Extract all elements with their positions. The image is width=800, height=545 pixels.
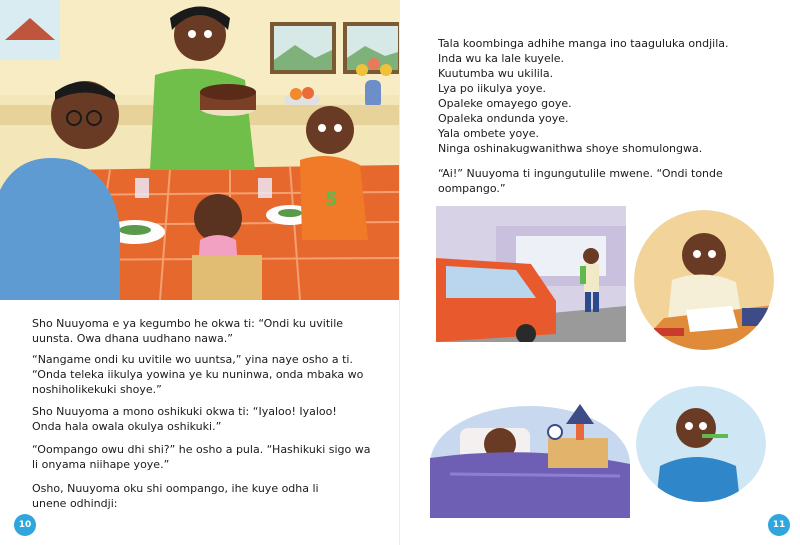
rule-item: Kuutumba wu ukilila.	[438, 67, 554, 80]
text-line: “Nangame ondi ku uvitile wo uuntsa,” yina naye osho a ti.	[32, 353, 353, 366]
right-page	[400, 0, 800, 545]
brushing-teeth-illustration	[636, 386, 766, 502]
rule-item: Opaleke omayego goye.	[438, 97, 572, 110]
svg-text:5: 5	[325, 189, 338, 210]
text-line: “Ai!” Nuuyoma ti ingungutulile mwene. “Ondi tonde	[438, 167, 723, 180]
text-line: oompango.”	[438, 182, 506, 195]
text-line: Sho Nuuyoma e ya kegumbo he okwa ti: “Ondi ku uvitile	[32, 317, 344, 330]
homework-illustration	[634, 210, 774, 350]
rule-item: Inda wu ka lale kuyele.	[438, 52, 565, 65]
text-line: Sho Nuuyoma a mono oshikuki okwa ti: “Iyaloo! Iyaloo!	[32, 405, 337, 418]
text-line: noshiholikekuki shoye.”	[32, 383, 162, 396]
text-line: unene odhindji:	[32, 497, 118, 510]
text-line: Onda hala owala okulya oshikuki.”	[32, 420, 222, 433]
text-line: uunsta. Owa dhana uudhano nawa.”	[32, 332, 233, 345]
text-line: “Onda teleka iikulya yowina ye ku nuninwa, onda mbaka wo	[32, 368, 364, 381]
quote-paragraph	[438, 166, 723, 196]
rule-item: Lya po iikulya yoye.	[438, 82, 547, 95]
text-line: Osho, Nuuyoma oku shi oompango, ihe kuye odha li	[32, 482, 319, 495]
rule-item: Tala koombinga adhihe manga ino taaguluka ondjila.	[438, 37, 729, 50]
rule-item: Opaleka ondunda yoye.	[438, 112, 569, 125]
paragraph-5	[32, 481, 319, 511]
text-line: li onyama niihape yoye.”	[32, 458, 170, 471]
page-number-right: 11	[768, 514, 790, 536]
rule-item: Yala ombete yoye.	[438, 127, 540, 140]
text-line: “Oompango owu dhi shi?” he osho a pula. “Hashikuki sigo wa	[32, 443, 371, 456]
rule-item: Ninga oshinakugwanithwa shoye shomulongwa.	[438, 142, 703, 155]
paragraph-3	[32, 404, 337, 434]
family-dinner-illustration	[0, 0, 400, 300]
page-number-left: 10	[14, 514, 36, 536]
paragraph-1	[32, 316, 343, 346]
paragraph-4	[32, 442, 370, 472]
bedtime-illustration	[430, 394, 630, 518]
rules-list	[438, 36, 729, 156]
street-crossing-illustration	[436, 206, 626, 342]
paragraph-2	[32, 352, 363, 397]
